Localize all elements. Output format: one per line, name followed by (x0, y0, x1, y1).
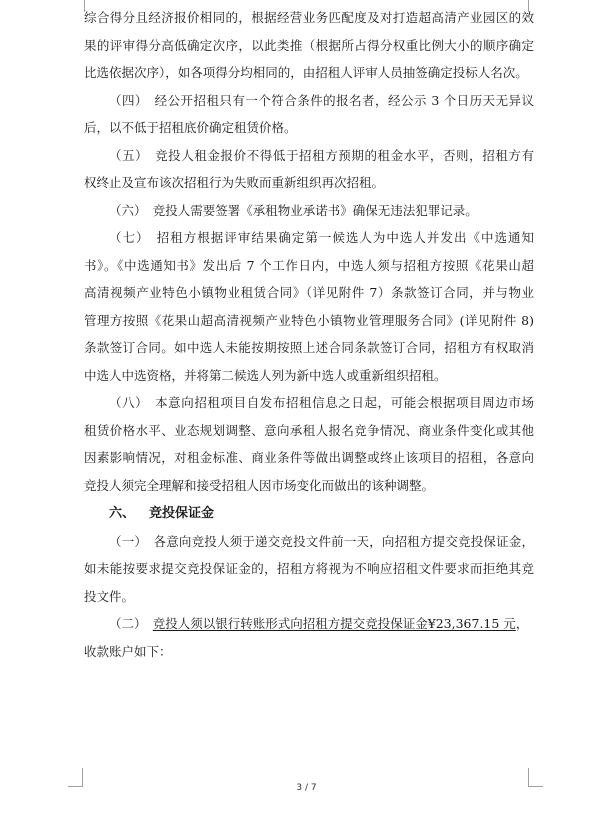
paragraph-item-5 (84, 142, 534, 197)
text-line: 竞投人须完全理解和接受招租人因市场变化而做出的该种调整。 (84, 477, 435, 493)
item-label: （二） (109, 616, 153, 631)
text-line: 综合得分且经济报价相同的，根据经营业务匹配度及对打造超高清产业园区的效 (84, 10, 534, 25)
punctuation: ， (515, 616, 529, 631)
crop-mark-top-left (68, 0, 85, 12)
text-line: 因素影响情况，对租金标准、商业条件等做出调整或终止该项目的招租，各意向 (84, 450, 534, 465)
paragraph-deposit-1 (84, 528, 534, 611)
section-heading-number: 六、 (109, 506, 136, 521)
text-line: 果的评审得分高低确定次序，以此类推（根据所占得分权重比例大小的顺序确定 (84, 37, 534, 53)
text-line: （五） 竞投人租金报价不得低于招租方预期的租金水平，否则，招租方有 (109, 147, 534, 163)
text-line: 投文件。 (84, 588, 135, 604)
text-line: （一） 各意向竞投人须于递交竞投文件前一天，向招租方提交竞投保证金， (109, 533, 534, 549)
paragraph-item-4 (84, 87, 534, 142)
text-line: 权终止及宣布该次招租行为失败而重新组织再次招租。 (84, 175, 385, 190)
page-number: 3 / 7 (296, 783, 317, 793)
paragraph-item-7 (84, 224, 534, 389)
text-line: 收款账户如下： (84, 643, 172, 659)
text-line: （四） 经公开招租只有一个符合条件的报名者，经公示 3 个日历天无异议 (109, 92, 534, 108)
text-line: 租赁价格水平、业态规划调整、意向承租人报名竞争情况、商业条件变化或其他 (84, 422, 534, 438)
deposit-amount-underlined: 竞投人须以银行转账形式向招租方提交竞投保证金¥23,367.15 元 (152, 616, 516, 631)
text-line: 条款签订合同。如中选人未能按期按照上述合同条款签订合同，招租方有权取消 (84, 340, 534, 355)
text-line: （六） 竞投人需要签署《承租物业承诺书》确保无违法犯罪记录。 (109, 202, 478, 218)
text-line: 中选人中选资格，并将第二候选人列为新中选人或重新组织招租。 (84, 367, 447, 383)
section-heading-deposit (84, 499, 534, 528)
section-heading-title: 竞投保证金 (149, 506, 215, 521)
text-line: （七） 招租方根据评审结果确定第一候选人为中选人并发出《中选通知 (109, 230, 534, 245)
paragraph-ranking-continued (84, 4, 534, 87)
text-line: 比选依据次序），如各项得分均相同的，由招租人评审人员抽签确定投标人名次。 (84, 65, 528, 80)
text-line: 高清视频产业特色小镇物业租赁合同》（详见附件 7）条款签订合同，并与物业 (84, 285, 534, 300)
text-line: 如未能按要求提交竞投保证金的，招租方将视为不响应招租文件要求而拒绝其竞 (84, 561, 534, 576)
paragraph-item-6 (84, 197, 534, 225)
paragraph-item-8 (84, 389, 534, 499)
text-line: 管理方按照《花果山超高清视频产业特色小镇物业管理服务合同》(详见附件 8) (84, 312, 534, 328)
text-line: （八） 本意向招租项目自发布招租信息之日起，可能会根据项目周边市场 (109, 395, 534, 410)
text-line: 后，以不低于招租底价确定租赁价格。 (84, 120, 297, 135)
paragraph-deposit-2 (84, 610, 534, 665)
text-line-deposit-amount (84, 610, 534, 638)
document-body (84, 4, 534, 665)
text-line: 书》。《中选通知书》发出后 7 个工作日内，中选人须与招租方按照《花果山超 (84, 257, 534, 273)
